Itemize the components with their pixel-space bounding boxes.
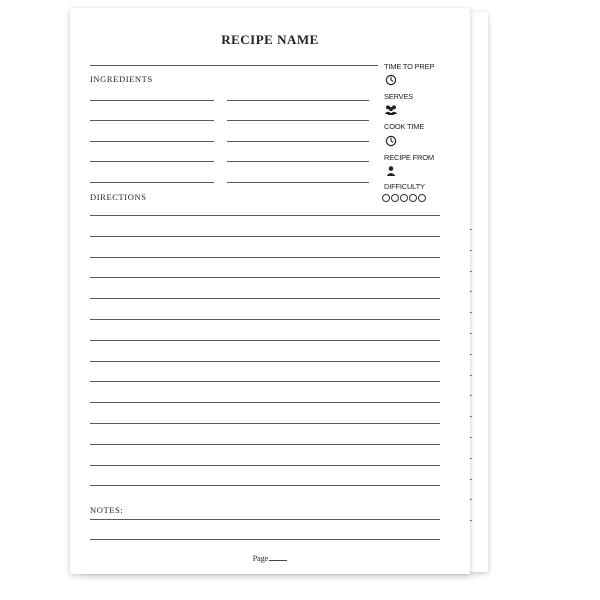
direction-line[interactable] <box>90 298 440 299</box>
direction-line[interactable] <box>90 319 440 320</box>
ingredient-line[interactable] <box>227 100 369 101</box>
direction-line[interactable] <box>90 485 440 486</box>
difficulty-circle[interactable] <box>391 194 399 202</box>
ingredient-line[interactable] <box>90 100 214 101</box>
page-number <box>70 554 470 563</box>
recipe-sheet <box>70 8 470 574</box>
ingredient-line[interactable] <box>90 182 214 183</box>
ingredient-line[interactable] <box>227 141 369 142</box>
ingredient-line[interactable] <box>227 120 369 121</box>
time-to-prep-label: TIME TO PREP <box>384 62 435 71</box>
recipe-title: RECIPE NAME <box>221 32 319 47</box>
recipe-from-label: RECIPE FROM <box>384 153 434 162</box>
direction-line[interactable] <box>90 465 440 466</box>
difficulty-circle[interactable] <box>418 194 426 202</box>
page-number-blank[interactable] <box>269 560 287 561</box>
clock-icon <box>385 135 397 147</box>
direction-line[interactable] <box>90 257 440 258</box>
difficulty-circle[interactable] <box>409 194 417 202</box>
direction-line[interactable] <box>90 423 440 424</box>
difficulty-rating[interactable] <box>382 194 426 202</box>
difficulty-circle[interactable] <box>400 194 408 202</box>
direction-line[interactable] <box>90 361 440 362</box>
direction-line[interactable] <box>90 381 440 382</box>
direction-line[interactable] <box>90 340 440 341</box>
directions-heading: DIRECTIONS <box>90 192 147 202</box>
ingredient-line[interactable] <box>90 120 214 121</box>
ingredient-line[interactable] <box>227 182 369 183</box>
ingredient-line[interactable] <box>227 161 369 162</box>
notes-line <box>90 539 440 540</box>
people-icon <box>384 104 398 116</box>
notes-line <box>90 519 440 520</box>
clock-icon <box>385 74 397 86</box>
person-icon <box>385 165 397 177</box>
notes-heading: NOTES: <box>90 505 124 515</box>
difficulty-label: DIFFICULTY <box>384 182 425 191</box>
ingredients-heading: INGREDIENTS <box>90 74 153 84</box>
ingredient-line[interactable] <box>90 141 214 142</box>
cook-time-label: COOK TIME <box>384 122 425 131</box>
page-label: Page <box>252 554 269 563</box>
title-underline <box>90 65 378 66</box>
direction-line[interactable] <box>90 215 440 216</box>
ingredient-line[interactable] <box>90 161 214 162</box>
direction-line[interactable] <box>90 402 440 403</box>
direction-line[interactable] <box>90 444 440 445</box>
direction-line[interactable] <box>90 277 440 278</box>
serves-label: SERVES <box>384 92 414 101</box>
direction-line[interactable] <box>90 236 440 237</box>
difficulty-circle[interactable] <box>382 194 390 202</box>
